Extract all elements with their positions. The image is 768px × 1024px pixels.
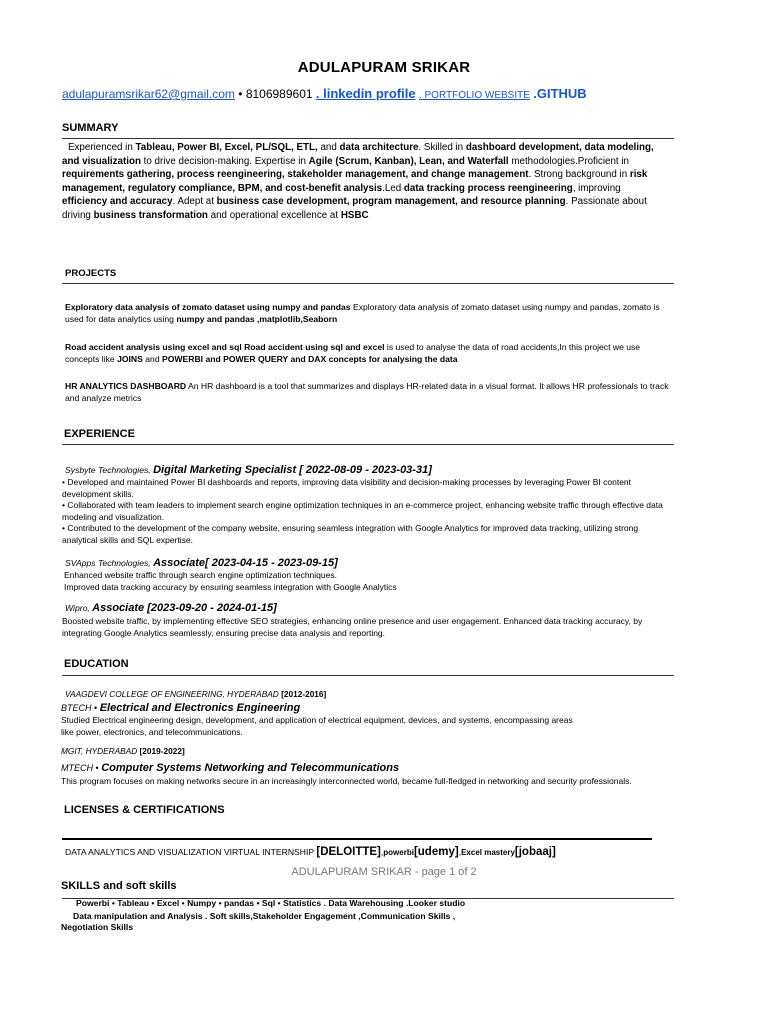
candidate-name: ADULAPURAM SRIKAR — [297, 59, 471, 76]
education-degree-mtech: MTECH • Computer Systems Networking and Telecommunications — [61, 762, 400, 774]
job-company: Sysbyte Technologies, — [65, 465, 151, 475]
school-name: MGIT, HYDERABAD — [61, 746, 138, 756]
licenses-divider — [62, 838, 652, 840]
degree-prefix: MTECH — [61, 763, 93, 773]
page-footer: ADULAPURAM SRIKAR - page 1 of 2 — [291, 866, 477, 878]
job-description-sysbyte — [62, 477, 670, 547]
skills-heading: SKILLS and soft skills — [61, 880, 177, 892]
job-bullet: • Developed and maintained Power BI dashboards and reports, improving data visibility and decision-making processes by leveraging Power BI content development skills. — [62, 477, 632, 499]
experience-heading: EXPERIENCE — [64, 428, 135, 440]
skills-line-1: Powerbi • Tableau • Excel • Numpy • pandas • Sql • Statistics . Data Warehousing .Looker studio — [76, 898, 466, 908]
job-description-svapps — [64, 570, 664, 593]
skills-line-2: Data manipulation and Analysis . Soft skills,Stakeholder Engagement ,Communication Skills , — [73, 911, 456, 921]
contact-separator: • — [238, 87, 243, 101]
body-text: Experienced in — [68, 142, 136, 153]
licenses-heading: LICENSES & CERTIFICATIONS — [64, 804, 225, 816]
emphasis-text: HR ANALYTICS DASHBOARD — [65, 381, 187, 391]
body-text: . Passionate about driving — [62, 196, 647, 221]
body-text: .Led — [382, 182, 404, 194]
cert-org-deloitte: [DELOITTE] — [316, 846, 381, 858]
skills-line-3: Negotiation Skills — [61, 922, 134, 932]
portfolio-link[interactable]: . PORTFOLIO WEBSITE — [418, 90, 530, 101]
project-item-hr-dashboard — [65, 381, 675, 404]
education-desc-btech: Studied Electrical engineering design, development, and application of electrical equipment, devices, and systems, encompassing areas like power, electronics, and telecommunications. — [61, 715, 573, 737]
email-link[interactable]: adulapuramsrikar62@gmail.com — [62, 87, 235, 101]
emphasis-text: data tracking process reengineering — [403, 182, 573, 194]
degree-prefix: BTECH — [61, 703, 92, 713]
job-title-wipro — [65, 602, 277, 614]
project-item-road-accident — [65, 342, 675, 365]
job-role: Associate[ 2023-04-15 - 2023-09-15] — [153, 557, 338, 569]
education-school-mgit — [61, 746, 185, 756]
cert-program: DATA ANALYTICS AND VISUALIZATION VIRTUAL INTERNSHIP — [65, 847, 314, 857]
education-degree-btech: BTECH • Electrical and Electronics Engineering — [61, 702, 301, 714]
contact-line — [62, 86, 587, 101]
job-role: Digital Marketing Specialist [ 2022-08-09 - 2023-03-31] — [153, 464, 432, 476]
summary-text — [62, 141, 654, 222]
certification-line: DATA ANALYTICS AND VISUALIZATION VIRTUAL INTERNSHIP [DELOITTE],powerbi[udemy],Excel mastery[jobaaj] — [65, 846, 556, 858]
body-text: is used to analyse the data of road accidents,In this project we use concepts like — [65, 342, 641, 364]
emphasis-text: POWERBI and POWER QUERY and DAX concepts for analysing the data — [162, 353, 458, 364]
emphasis-text: business case development, program management, and resource planning — [216, 196, 566, 207]
job-title-svapps — [65, 557, 338, 569]
emphasis-text: Road accident analysis using excel and sql Road accident using sql and excel — [65, 342, 385, 352]
job-bullet: Improved data tracking accuracy by ensuring seamless integration with Google Analytics — [64, 581, 397, 592]
emphasis-text: Tableau, Power BI, Excel, PL/SQL, ETL, — [135, 142, 318, 153]
job-title-sysbyte — [65, 464, 432, 476]
projects-heading: PROJECTS — [65, 268, 117, 279]
cert-excel: Excel mastery — [461, 848, 515, 857]
project-item-zomato — [65, 302, 665, 325]
emphasis-text: Exploratory data analysis of zomato dataset using numpy and pandas — [65, 302, 351, 312]
linkedin-link[interactable]: . linkedin profile — [315, 86, 416, 101]
summary-divider — [62, 138, 674, 139]
job-role: Associate [2023-09-20 - 2024-01-15] — [92, 602, 277, 614]
summary-heading: SUMMARY — [62, 122, 119, 134]
emphasis-text: risk management, regulatory compliance, BPM, and cost-benefit analysis — [62, 169, 648, 194]
emphasis-text: JOINS — [117, 353, 143, 364]
emphasis-text: numpy and pandas ,matplotlib,Seaborn — [176, 313, 338, 324]
body-text: to drive decision-making. Expertise in — [140, 155, 309, 167]
phone-number: 8106989601 — [245, 87, 313, 101]
body-text: . Strong background in — [528, 169, 630, 180]
job-bullet: Boosted website traffic, by implementing effective SEO strategies, enhancing online presence and user engagement. Enhanced data tracking accuracy, by integrating Google Analytics seamlessly, ensuring precise data analysis and reporting. — [62, 616, 643, 638]
education-desc-mtech: This program focuses on making networks secure in an increasingly interconnected world, became full-fledged in networking and security professionals. — [61, 776, 632, 786]
education-heading: EDUCATION — [64, 658, 129, 670]
emphasis-text: dashboard development, data modeling, and visualization — [62, 142, 654, 167]
body-text: . Adept at — [172, 196, 217, 207]
emphasis-text: requirements gathering, process reengineering, stakeholder management, and change management — [62, 169, 529, 180]
job-bullet: • Collaborated with team leaders to implement search engine optimization techniques in an e-commerce project, enhancing website traffic through effective data modeling and visualization. — [62, 500, 663, 522]
education-divider — [62, 675, 674, 676]
body-text: , improving — [572, 182, 621, 194]
github-link[interactable]: .GITHUB — [533, 86, 587, 101]
emphasis-text: HSBC — [340, 209, 369, 221]
body-text: methodologies.Proficient in — [508, 155, 629, 167]
degree-name: Electrical and Electronics Engineering — [99, 702, 301, 714]
job-company: SVApps Technologies, — [65, 558, 151, 568]
cert-org-udemy: [udemy] — [413, 846, 459, 858]
school-name: VAAGDEVI COLLEGE OF ENGINEERING, HYDERABAD — [65, 689, 279, 699]
job-company: Wipro, — [65, 603, 90, 613]
job-bullet: Enhanced website traffic through search engine optimization techniques. — [64, 570, 337, 580]
education-school-vaagdevi — [65, 689, 326, 699]
emphasis-text: efficiency and accuracy — [62, 196, 173, 207]
body-text: and operational excellence at — [207, 209, 341, 221]
job-bullet: • Contributed to the development of the company website, ensuring seamless integration with Google Analytics for improved data tracking, utilizing strong analytical skills and SQL expertise. — [62, 523, 639, 545]
cert-org-jobaaj: [jobaaj] — [514, 846, 556, 858]
body-text: and — [142, 353, 162, 364]
body-text: Exploratory data analysis of zomato dataset using numpy and pandas, zomato is used for data analytics using — [65, 302, 660, 324]
body-text: and — [317, 142, 340, 153]
emphasis-text: data architecture — [339, 142, 419, 153]
emphasis-text: Agile (Scrum, Kanban), Lean, and Waterfall — [308, 155, 509, 167]
school-years: [2012-2016] — [281, 689, 327, 699]
job-description-wipro — [62, 616, 658, 639]
experience-divider — [62, 444, 674, 445]
body-text: . Skilled in — [418, 142, 466, 153]
school-years: [2019-2022] — [139, 746, 185, 756]
cert-powerbi: powerbi — [383, 848, 414, 857]
body-text: An HR dashboard is a tool that summarizes and displays HR-related data in a visual format. It allows HR professionals to track and analyze metrics — [65, 381, 669, 403]
degree-name: Computer Systems Networking and Telecommunications — [101, 762, 400, 774]
emphasis-text: business transformation — [93, 209, 208, 221]
projects-divider — [62, 283, 674, 284]
